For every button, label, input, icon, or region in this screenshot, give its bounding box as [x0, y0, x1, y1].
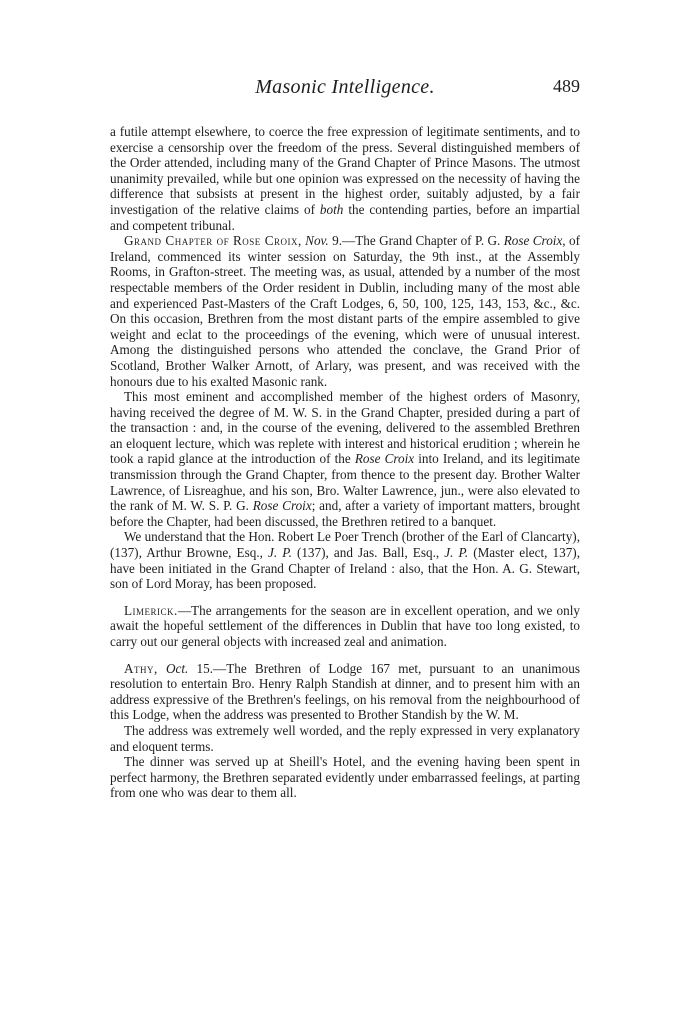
text-segment: J. P.	[268, 545, 292, 561]
text-segment: Rose Croix,	[503, 233, 566, 249]
text-segment: (Master elect, 137), have been initiated in the Grand Chapter of Ireland : also, that the Hon. A. G. Stewart, son of Lord Moray, has been proposed.	[110, 545, 580, 592]
text-segment	[158, 661, 166, 676]
text-segment: (137), and Jas. Ball, Esq.,	[291, 545, 445, 561]
text-segment: 15.—The Brethren of Lodge 167 met, pursuant to an unanimous resolution to entertain Bro. Henry Ralph Standish at dinner, and to present him with an address expressive of the Brethren's feelings, on his removal from the neighbourhood of this Lodge, when the address was presented to Brother Standish by the W. M.	[110, 660, 580, 723]
text-segment: the contending parties, before an impartial and competent tribunal.	[110, 201, 581, 233]
text-segment: This most eminent and accomplished member of the highest orders of Masonry, having received the degree of M. W. S. in the Grand Chapter, presided during a part of the transaction : and, in the course of the evening, delivered to the assembled Brethren an eloquent lecture, which was replete with interest and historical erudition ; wherein he took a rapid glance at the introduction of the	[110, 389, 580, 467]
text-segment: into Ireland, and its legitimate transmission through the Grand Chapter, from thence to the present day. Brother Walter Lawrence, of Lisreaghue, and his son, Bro. Walter Lawrence, jun., were also elevated to the rank of M. W. S. P. G.	[110, 451, 580, 514]
paragraph	[110, 124, 580, 233]
text-segment: Grand Chapter of Rose Croix,	[124, 233, 302, 249]
text-segment: Athy,	[124, 660, 158, 676]
text-segment: Nov.	[305, 233, 329, 249]
text-segment: The dinner was served up at Sheill's Hotel, and the evening having been spent in perfect harmony, the Brethren separated evidently under embarrassed feelings, at parting from one who was dear to them all.	[110, 754, 580, 801]
page-number: 489	[553, 76, 580, 96]
text-segment: —The arrangements for the season are in excellent operation, and we only await the hopeful settlement of the differences in Dublin that have too long existed, to carry out our general objects with increased zeal and animation.	[110, 602, 580, 649]
text-segment: both	[319, 201, 344, 217]
text-segment: of Ireland, commenced its winter session on Saturday, the 9th inst., at the Assembly Rooms, in Grafton-street. The meeting was, as usual, attended by a number of the most respectable members of the Order resident in Dublin, including many of the most able and experienced Past-Masters of the Craft Lodges, 6, 50, 100, 125, 143, 153, &c., &c. On this occasion, Brethren from the most distant parts of the empire assembled to give weight and eclat to the proceedings of the evening, which were of unusual interest. Among the distinguished persons who attended the conclave, the Grand Prior of Scotland, Brother Walker Arnott, of Arlary, was present, and was received with the honours due to his exalted Masonic rank.	[110, 233, 580, 389]
paragraph	[110, 233, 580, 389]
paragraph	[110, 603, 580, 650]
article-body	[110, 124, 580, 801]
paragraph	[110, 661, 580, 723]
text-segment: Rose Croix	[354, 451, 415, 467]
page-header	[110, 76, 580, 100]
text-segment: Rose Croix	[252, 498, 312, 514]
paragraph	[110, 723, 580, 754]
text-segment: Oct.	[166, 660, 189, 676]
text-segment: ; and, after a variety of important matters, brought before the Chapter, had been discussed, the Brethren retired to a banquet.	[110, 498, 580, 529]
paragraph	[110, 754, 580, 801]
paragraph	[110, 529, 580, 591]
text-segment: Limerick.	[124, 602, 178, 618]
paragraph	[110, 389, 580, 529]
text-segment: a futile attempt elsewhere, to coerce the free expression of legitimate sentiments, and to exercise a censorship over the freedom of the press. Several distinguished members of the Order attended, including many of the Grand Chapter of Prince Masons. The utmost unanimity prevailed, while but one opinion was expressed on the necessity of having the difference that subsists at present in the highest order, suitably adjusted, by a fair investigation of the relative claims of	[110, 124, 580, 217]
running-title: Masonic Intelligence.	[255, 76, 435, 98]
text-segment: We understand that the Hon. Robert Le Poer Trench (brother of the Earl of Clancarty), (137), Arthur Browne, Esq.,	[110, 529, 580, 561]
text-segment: The address was extremely well worded, and the reply expressed in very explanatory and eloquent terms.	[110, 722, 580, 754]
text-segment: 9.—The Grand Chapter of P. G.	[328, 233, 504, 249]
text-segment: J. P.	[444, 545, 469, 561]
